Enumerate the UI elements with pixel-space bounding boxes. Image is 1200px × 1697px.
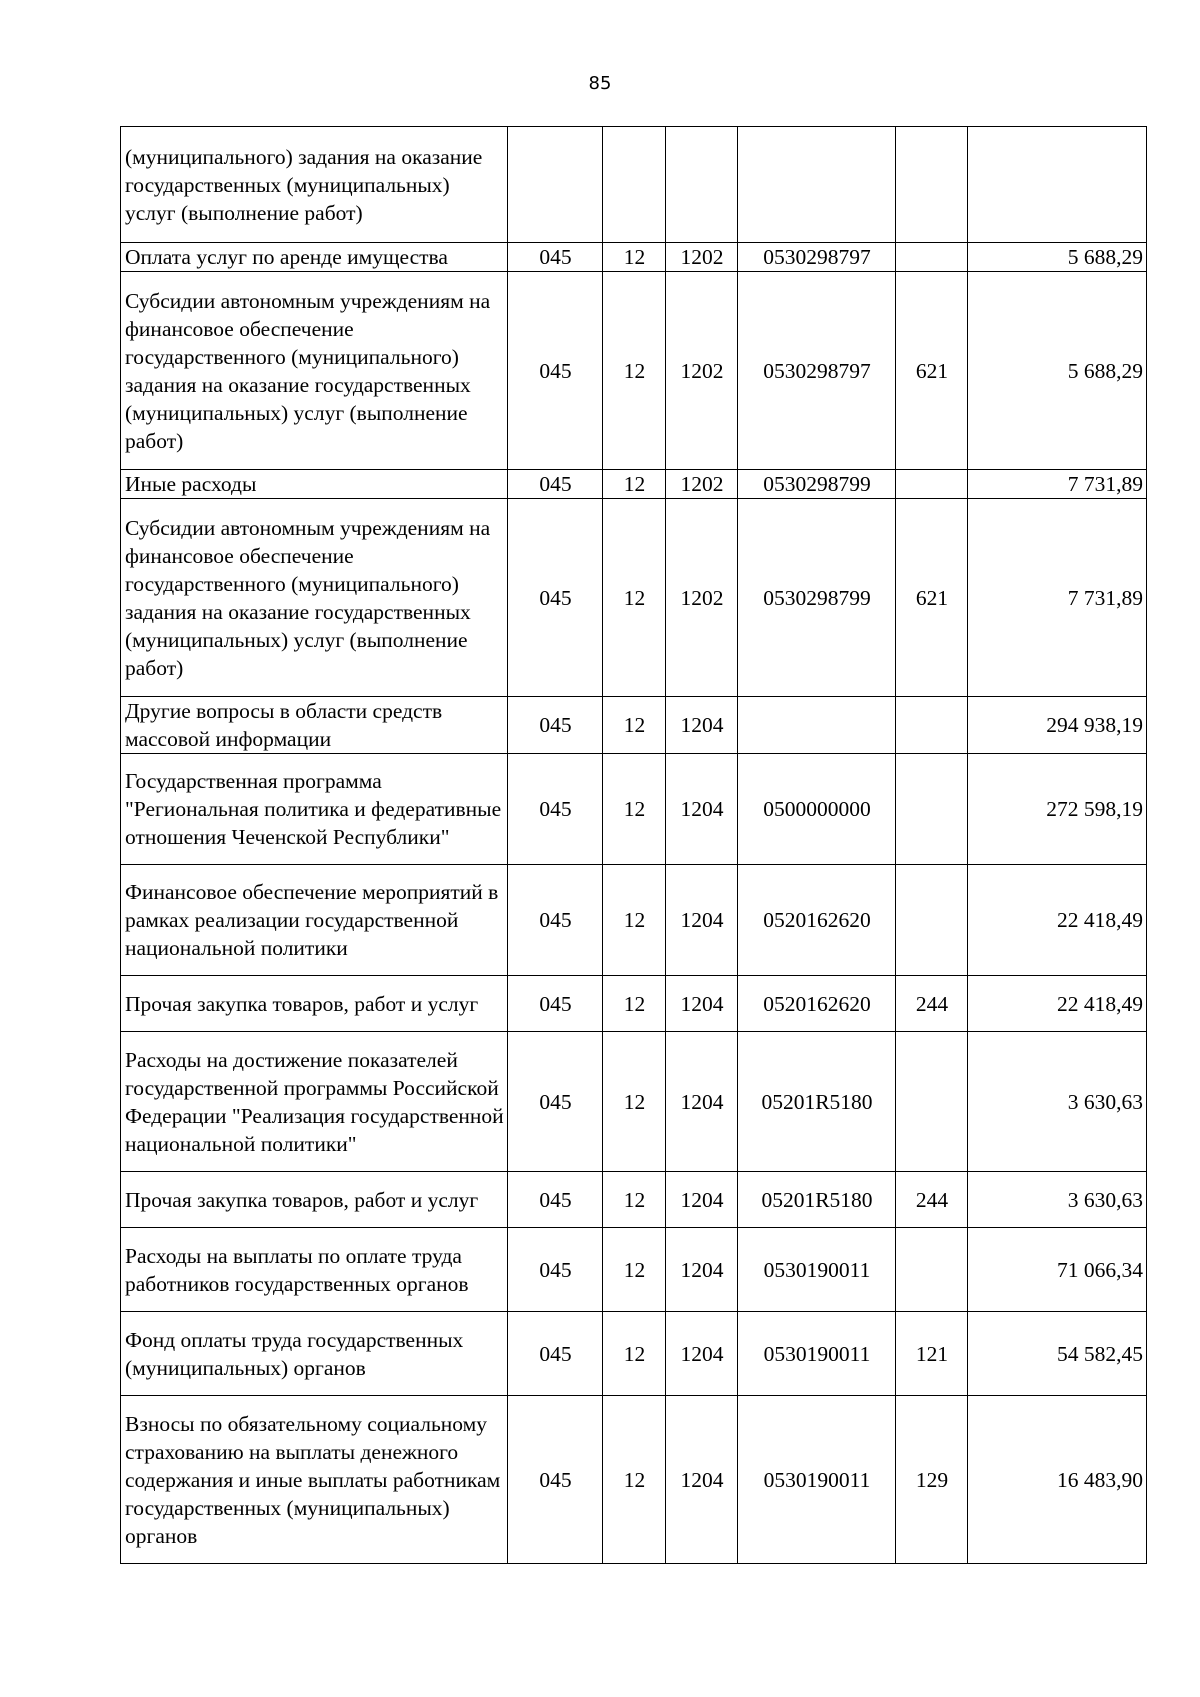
subsection-code: 1204 bbox=[666, 754, 738, 865]
target-item-code: 0530298799 bbox=[738, 470, 896, 499]
target-item-code: 0530190011 bbox=[738, 1312, 896, 1396]
ministry-code: 045 bbox=[508, 499, 603, 697]
row-name: Прочая закупка товаров, работ и услуг bbox=[121, 1172, 508, 1228]
table-row bbox=[121, 1032, 1147, 1172]
target-item-code: 0530190011 bbox=[738, 1396, 896, 1564]
target-item-code: 0530190011 bbox=[738, 1228, 896, 1312]
amount: 71 066,34 bbox=[968, 1228, 1147, 1312]
section-code: 12 bbox=[603, 499, 666, 697]
subsection-code: 1202 bbox=[666, 272, 738, 470]
table-row bbox=[121, 272, 1147, 470]
subsection-code: 1204 bbox=[666, 865, 738, 976]
table-row bbox=[121, 1172, 1147, 1228]
ministry-code: 045 bbox=[508, 470, 603, 499]
ministry-code: 045 bbox=[508, 754, 603, 865]
amount: 5 688,29 bbox=[968, 272, 1147, 470]
table-row bbox=[121, 865, 1147, 976]
target-item-code: 05201R5180 bbox=[738, 1172, 896, 1228]
section-code: 12 bbox=[603, 243, 666, 272]
page-number: 85 bbox=[588, 73, 612, 94]
amount: 16 483,90 bbox=[968, 1396, 1147, 1564]
target-item-code bbox=[738, 697, 896, 754]
target-item-code: 0530298797 bbox=[738, 243, 896, 272]
target-item-code: 05201R5180 bbox=[738, 1032, 896, 1172]
table-row bbox=[121, 243, 1147, 272]
subsection-code: 1202 bbox=[666, 499, 738, 697]
target-item-code: 0530298799 bbox=[738, 499, 896, 697]
subsection-code: 1204 bbox=[666, 976, 738, 1032]
expense-type-code bbox=[896, 470, 968, 499]
expense-type-code: 244 bbox=[896, 976, 968, 1032]
row-name: Субсидии автономным учреждениям на финансовое обеспечение государственного (муниципального) задания на оказание государственных (муниципальных) услуг (выполнение работ) bbox=[121, 499, 508, 697]
amount: 294 938,19 bbox=[968, 697, 1147, 754]
section-code: 12 bbox=[603, 754, 666, 865]
section-code: 12 bbox=[603, 865, 666, 976]
amount: 7 731,89 bbox=[968, 470, 1147, 499]
row-name: Взносы по обязательному социальному страхованию на выплаты денежного содержания и иные выплаты работникам государственных (муниципальных) органов bbox=[121, 1396, 508, 1564]
ministry-code: 045 bbox=[508, 1228, 603, 1312]
expense-type-code bbox=[896, 1228, 968, 1312]
table-row bbox=[121, 976, 1147, 1032]
row-name: Оплата услуг по аренде имущества bbox=[121, 243, 508, 272]
amount: 5 688,29 bbox=[968, 243, 1147, 272]
expense-type-code bbox=[896, 243, 968, 272]
ministry-code: 045 bbox=[508, 243, 603, 272]
ministry-code: 045 bbox=[508, 272, 603, 470]
ministry-code bbox=[508, 127, 603, 243]
expense-type-code: 121 bbox=[896, 1312, 968, 1396]
subsection-code: 1202 bbox=[666, 470, 738, 499]
section-code: 12 bbox=[603, 1172, 666, 1228]
table-row bbox=[121, 127, 1147, 243]
expense-type-code: 244 bbox=[896, 1172, 968, 1228]
expense-type-code: 621 bbox=[896, 272, 968, 470]
amount: 22 418,49 bbox=[968, 976, 1147, 1032]
row-name: Другие вопросы в области средств массовой информации bbox=[121, 697, 508, 754]
expense-type-code: 129 bbox=[896, 1396, 968, 1564]
amount: 7 731,89 bbox=[968, 499, 1147, 697]
amount: 3 630,63 bbox=[968, 1032, 1147, 1172]
section-code: 12 bbox=[603, 272, 666, 470]
section-code: 12 bbox=[603, 1312, 666, 1396]
subsection-code: 1204 bbox=[666, 1396, 738, 1564]
expense-type-code bbox=[896, 697, 968, 754]
target-item-code: 0500000000 bbox=[738, 754, 896, 865]
ministry-code: 045 bbox=[508, 697, 603, 754]
ministry-code: 045 bbox=[508, 976, 603, 1032]
row-name: Расходы на достижение показателей государственной программы Российской Федерации "Реализация государственной национальной политики" bbox=[121, 1032, 508, 1172]
target-item-code bbox=[738, 127, 896, 243]
target-item-code: 0520162620 bbox=[738, 865, 896, 976]
amount: 22 418,49 bbox=[968, 865, 1147, 976]
row-name: Расходы на выплаты по оплате труда работников государственных органов bbox=[121, 1228, 508, 1312]
expense-type-code: 621 bbox=[896, 499, 968, 697]
row-name: (муниципального) задания на оказание государственных (муниципальных) услуг (выполнение работ) bbox=[121, 127, 508, 243]
section-code: 12 bbox=[603, 1032, 666, 1172]
table-row bbox=[121, 1396, 1147, 1564]
ministry-code: 045 bbox=[508, 1396, 603, 1564]
row-name: Финансовое обеспечение мероприятий в рамках реализации государственной национальной политики bbox=[121, 865, 508, 976]
target-item-code: 0520162620 bbox=[738, 976, 896, 1032]
expense-type-code bbox=[896, 865, 968, 976]
section-code: 12 bbox=[603, 976, 666, 1032]
expense-type-code bbox=[896, 1032, 968, 1172]
ministry-code: 045 bbox=[508, 1172, 603, 1228]
table-row bbox=[121, 499, 1147, 697]
table-row bbox=[121, 697, 1147, 754]
row-name: Субсидии автономным учреждениям на финансовое обеспечение государственного (муниципального) задания на оказание государственных (муниципальных) услуг (выполнение работ) bbox=[121, 272, 508, 470]
table-row bbox=[121, 1312, 1147, 1396]
section-code: 12 bbox=[603, 697, 666, 754]
section-code: 12 bbox=[603, 1228, 666, 1312]
row-name: Прочая закупка товаров, работ и услуг bbox=[121, 976, 508, 1032]
subsection-code: 1202 bbox=[666, 243, 738, 272]
amount: 272 598,19 bbox=[968, 754, 1147, 865]
table-row bbox=[121, 754, 1147, 865]
row-name: Фонд оплаты труда государственных (муниципальных) органов bbox=[121, 1312, 508, 1396]
row-name: Иные расходы bbox=[121, 470, 508, 499]
table-row bbox=[121, 1228, 1147, 1312]
subsection-code: 1204 bbox=[666, 1172, 738, 1228]
target-item-code: 0530298797 bbox=[738, 272, 896, 470]
section-code bbox=[603, 127, 666, 243]
subsection-code: 1204 bbox=[666, 697, 738, 754]
ministry-code: 045 bbox=[508, 1032, 603, 1172]
budget-table bbox=[120, 126, 1147, 1564]
subsection-code: 1204 bbox=[666, 1228, 738, 1312]
row-name: Государственная программа "Региональная политика и федеративные отношения Чеченской Республики" bbox=[121, 754, 508, 865]
ministry-code: 045 bbox=[508, 865, 603, 976]
amount: 3 630,63 bbox=[968, 1172, 1147, 1228]
amount: 54 582,45 bbox=[968, 1312, 1147, 1396]
subsection-code: 1204 bbox=[666, 1312, 738, 1396]
subsection-code: 1204 bbox=[666, 1032, 738, 1172]
section-code: 12 bbox=[603, 470, 666, 499]
table-row bbox=[121, 470, 1147, 499]
expense-type-code bbox=[896, 127, 968, 243]
amount bbox=[968, 127, 1147, 243]
expense-type-code bbox=[896, 754, 968, 865]
section-code: 12 bbox=[603, 1396, 666, 1564]
subsection-code bbox=[666, 127, 738, 243]
ministry-code: 045 bbox=[508, 1312, 603, 1396]
